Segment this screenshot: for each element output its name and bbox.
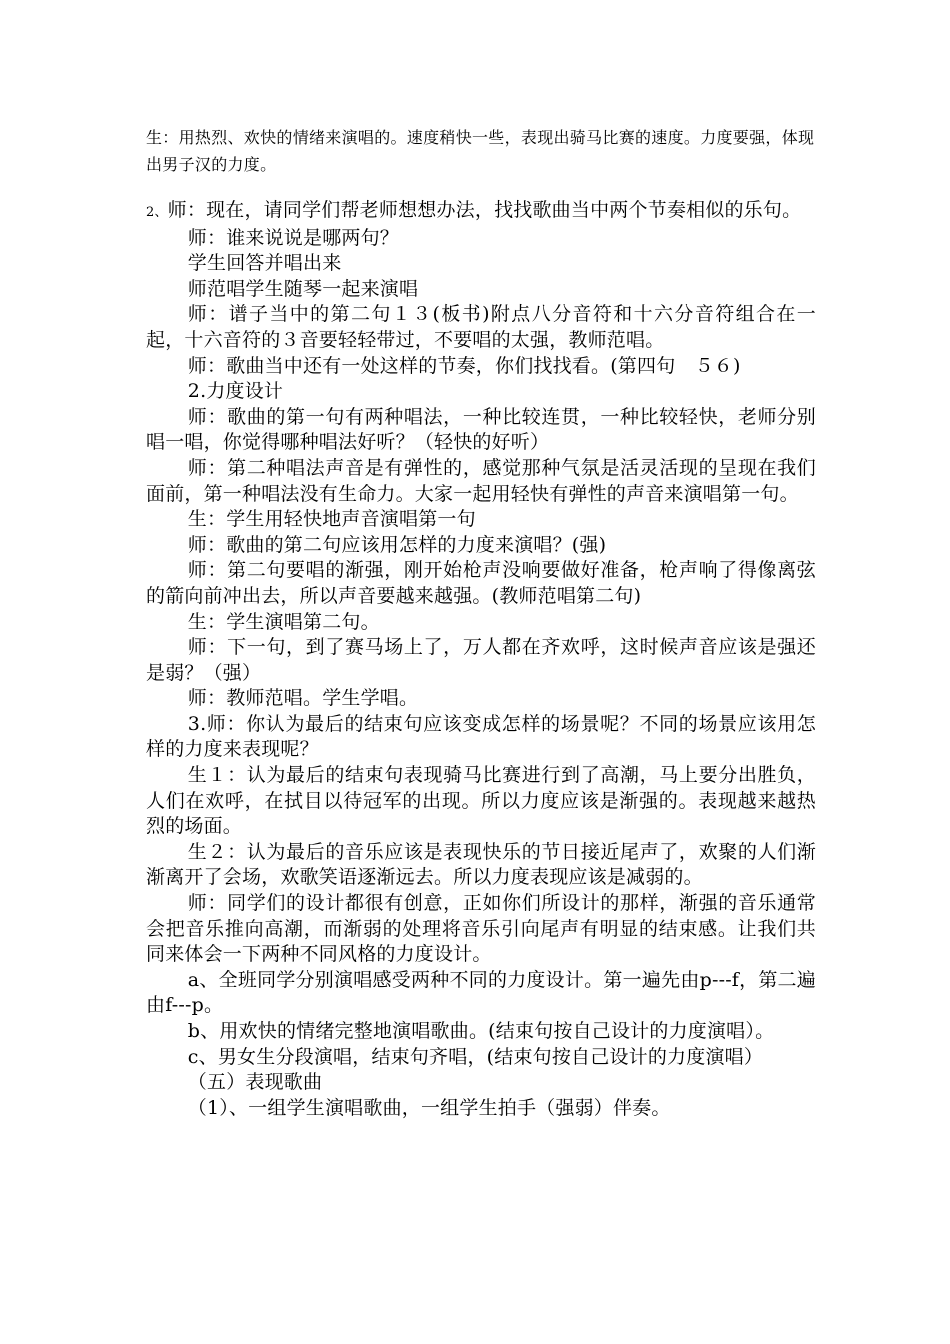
paragraph-17: 生２：认为最后的音乐应该是表现快乐的节日接近尾声了，欢聚的人们渐渐离开了会场，欢歌笑语逐渐远去。所以力度表现应该是减弱的。	[146, 840, 816, 889]
paragraph-15: 3.师：你认为最后的结束句应该变成怎样的场景呢？不同的场景应该用怎样的力度来表现呢？	[146, 712, 816, 761]
list-item-b: b、用欢快的情绪完整地演唱歌曲。(结束句按自己设计的力度演唱）。	[187, 1020, 775, 1042]
section2-text: 师：现在，请同学们帮老师想想办法，找找歌曲当中两个节奏相似的乐句。	[167, 199, 802, 221]
list-item-a: a、全班同学分别演唱感受两种不同的力度设计。第一遍先由p---f，第二遍由f---p。	[146, 968, 816, 1017]
paragraph-5: 师：歌曲当中还有一处这样的节奏，你们找找看。(第四句 ５６)	[187, 354, 741, 377]
paragraph-10: 师：歌曲的第二句应该用怎样的力度来演唱？(强)	[187, 533, 607, 556]
section-five-heading: （五）表现歌曲	[187, 1071, 323, 1094]
paragraph-2: 学生回答并唱出来	[187, 252, 342, 275]
list-item-c: c、男女生分段演唱，结束句齐唱，(结束句按自己设计的力度演唱）	[187, 1045, 764, 1068]
paragraph-3: 师范唱学生随琴一起来演唱	[187, 277, 419, 300]
paragraph-4: 师：谱子当中的第二句１３(板书)附点八分音符和十六分音符组合在一起，十六音符的３音要轻轻带过，不要唱的太强，教师范唱。	[146, 303, 816, 351]
paragraph-11: 师：第二句要唱的渐强，刚开始枪声没响要做好准备，枪声响了得像离弦的箭向前冲出去，所以声音要越来越强。(教师范唱第二句)	[146, 559, 816, 607]
paragraph-9: 生：学生用轻快地声音演唱第一句	[187, 508, 476, 531]
paragraph-7: 师：歌曲的第一句有两种唱法，一种比较连贯，一种比较轻快，老师分别唱一唱，你觉得哪种唱法好听？（轻快的好听）	[146, 405, 816, 454]
intro-paragraph: 生：用热烈、欢快的情绪来演唱的。速度稍快一些，表现出骑马比赛的速度。力度要强，体现出男子汉的力度。	[146, 128, 815, 174]
paragraph-12: 生：学生演唱第二句。	[187, 610, 380, 633]
section-five-item-1: （1）、一组学生演唱歌曲，一组学生拍手（强弱）伴奏。	[187, 1096, 671, 1119]
paragraph-16: 生１：认为最后的结束句表现骑马比赛进行到了高潮，马上要分出胜负，人们在欢呼，在拭目以待冠军的出现。所以力度应该是渐强的。表现越来越热烈的场面。	[146, 764, 816, 838]
paragraph-14: 师：教师范唱。学生学唱。	[187, 687, 419, 710]
paragraph-13: 师：下一句，到了赛马场上了，万人都在齐欢呼，这时候声音应该是强还是弱？（强）	[146, 636, 816, 684]
paragraph-1: 师：谁来说说是哪两句？	[187, 226, 399, 249]
paragraph-18: 师：同学们的设计都很有创意，正如你们所设计的那样，渐强的音乐通常会把音乐推向高潮，而渐弱的处理将音乐引向尾声有明显的结束感。让我们共同来体会一下两种不同风格的力度设计。	[146, 892, 816, 966]
paragraph-8: 师：第二种唱法声音是有弹性的，感觉那种气氛是活灵活现的呈现在我们面前，第一种唱法没有生命力。大家一起用轻快有弹性的声音来演唱第一句。	[146, 456, 816, 505]
subheading-dynamics-design: 2.力度设计	[187, 380, 284, 403]
lesson-body	[146, 198, 816, 1121]
section2-paragraph	[146, 198, 816, 226]
section2-number: 2、	[146, 205, 168, 220]
